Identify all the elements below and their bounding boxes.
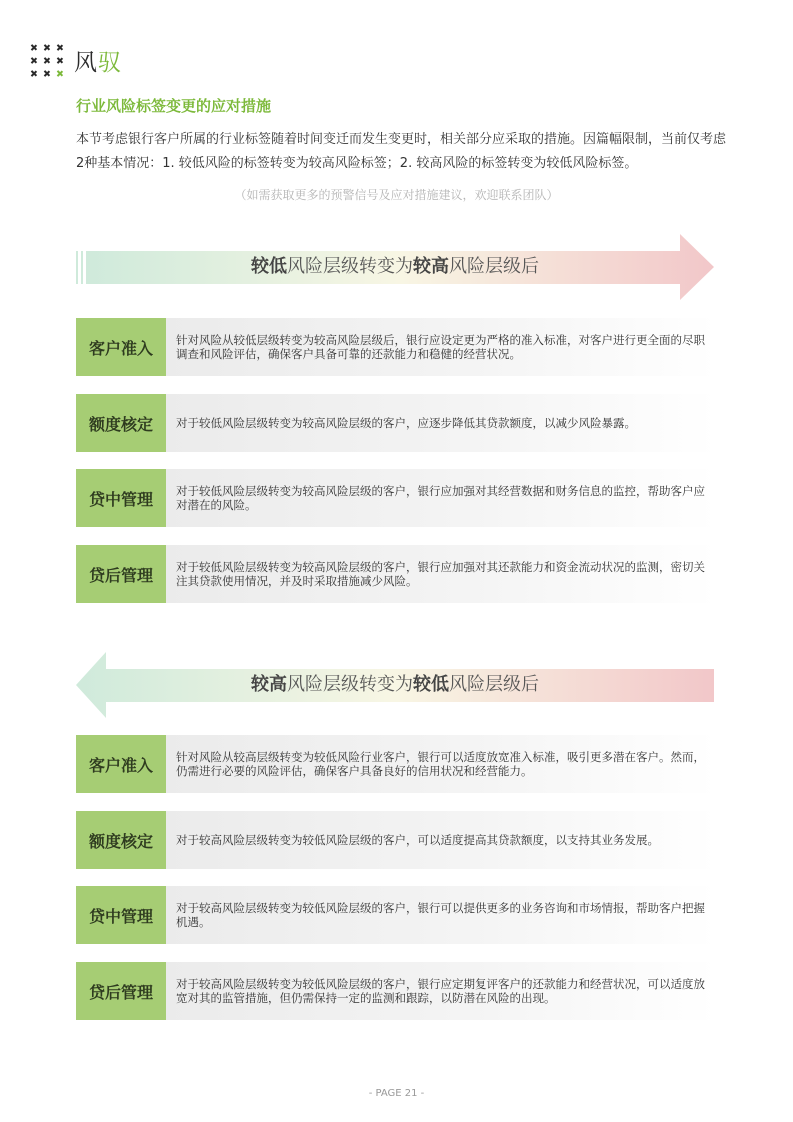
measure-row-credit-limit (76, 811, 716, 869)
measure-row-post-loan (76, 962, 716, 1020)
measure-tag: 客户准入 (76, 318, 166, 376)
section2-title: 较高风险层级转变为较低风险层级后 (251, 674, 539, 695)
measure-row-post-loan (76, 545, 716, 603)
section-title: 行业风险标签变更的应对措施 (76, 97, 272, 115)
measure-desc: 对于较低风险层级转变为较高风险层级的客户，银行应加强对其还款能力和资金流动状况的监测，密切关注其贷款使用情况，并及时采取措施减少风险。 (166, 545, 716, 603)
measure-desc: 对于较高风险层级转变为较低风险层级的客户，可以适度提高其贷款额度，以支持其业务发展。 (166, 811, 716, 869)
contact-note: （如需获取更多的预警信号及应对措施建议，欢迎联系团队） (234, 188, 559, 202)
measure-row-in-loan (76, 886, 716, 944)
measure-desc: 针对风险从较高层级转变为较低风险行业客户，银行可以适度放宽准入标准，吸引更多潜在客户。然而，仍需进行必要的风险评估，确保客户具备良好的信用状况和经营能力。 (166, 735, 716, 793)
measure-desc: 对于较高风险层级转变为较低风险层级的客户，银行可以提供更多的业务咨询和市场情报，帮助客户把握机遇。 (166, 886, 716, 944)
measure-row-admission (76, 318, 716, 376)
measure-tag: 额度核定 (76, 811, 166, 869)
logo-text: 风驭 (74, 50, 122, 76)
page-number: - PAGE 21 - (368, 1088, 425, 1099)
measure-desc: 针对风险从较低层级转变为较高风险层级后，银行应设定更为严格的准入标准，对客户进行更全面的尽职调查和风险评估，确保客户具备可靠的还款能力和稳健的经营状况。 (166, 318, 716, 376)
measure-tag: 贷后管理 (76, 545, 166, 603)
section1-arrow-banner (76, 234, 714, 300)
intro-paragraph: 本节考虑银行客户所属的行业标签随着时间变迁而发生变更时，相关部分应采取的措施。因篇幅限制，当前仅考虑2种基本情况：1. 较低风险的标签转变为较高风险标签；2. 较高风险的标签转变为较低风险标签。 (76, 132, 727, 171)
measure-tag: 贷后管理 (76, 962, 166, 1020)
measure-desc: 对于较高风险层级转变为较低风险层级的客户，银行应定期复评客户的还款能力和经营状况，可以适度放宽对其的监管措施，但仍需保持一定的监测和跟踪，以防潜在风险的出现。 (166, 962, 716, 1020)
measure-tag: 额度核定 (76, 394, 166, 452)
measure-tag: 客户准入 (76, 735, 166, 793)
measure-tag: 贷中管理 (76, 886, 166, 944)
measure-row-in-loan (76, 469, 716, 527)
logo (30, 44, 122, 77)
section2-arrow-banner (76, 652, 714, 718)
section1-title: 较低风险层级转变为较高风险层级后 (251, 256, 539, 277)
measure-row-credit-limit (76, 394, 716, 452)
measure-tag: 贷中管理 (76, 469, 166, 527)
logo-mark-icon (30, 45, 62, 77)
measure-row-admission (76, 735, 716, 793)
measure-desc: 对于较低风险层级转变为较高风险层级的客户，银行应加强对其经营数据和财务信息的监控，帮助客户应对潜在的风险。 (166, 469, 716, 527)
measure-desc: 对于较低风险层级转变为较高风险层级的客户，应逐步降低其贷款额度，以减少风险暴露。 (166, 394, 716, 452)
